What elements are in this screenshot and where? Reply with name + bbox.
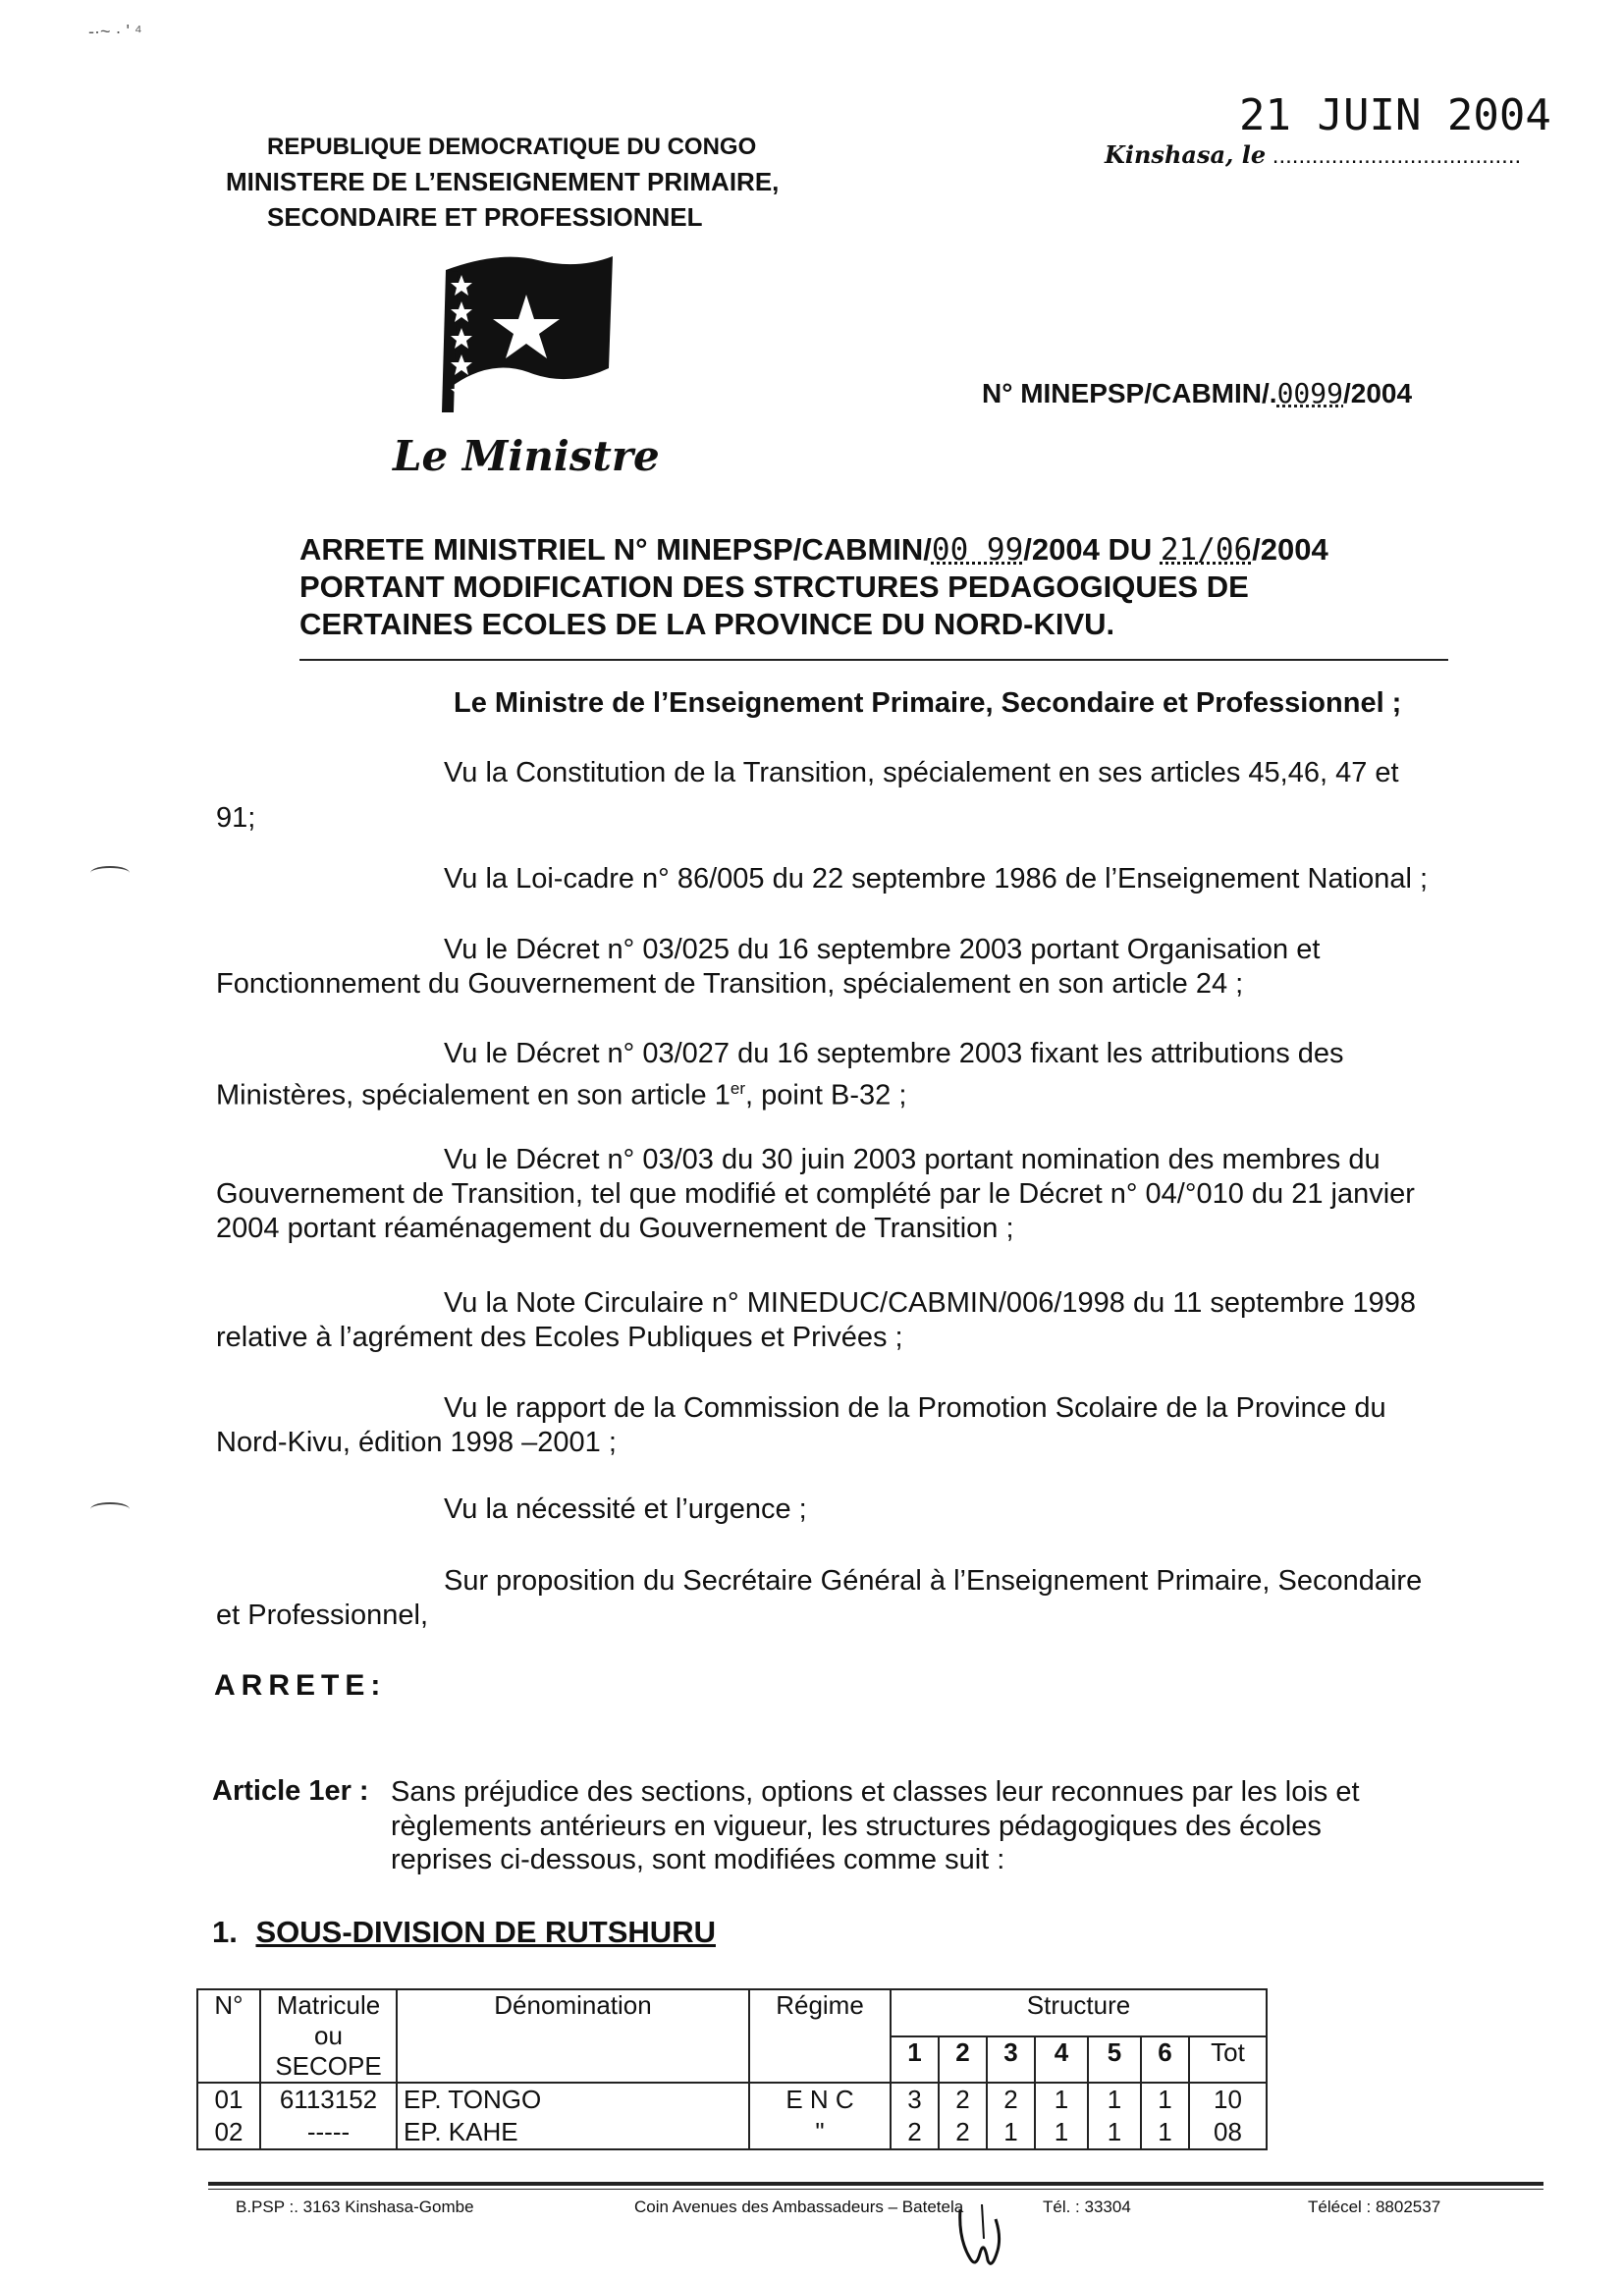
cell-s1: 2	[891, 2116, 939, 2149]
header-ministry: MINISTERE DE L’ENSEIGNEMENT PRIMAIRE,	[226, 167, 780, 196]
footer-rule-thin	[208, 2189, 1543, 2190]
col-header-s3: 3	[987, 2036, 1035, 2084]
cell-regime: E N C	[749, 2083, 891, 2116]
footer-telecel: Télécel : 8802537	[1308, 2198, 1441, 2216]
cell-s1: 3	[891, 2083, 939, 2116]
schools-table	[196, 1988, 1268, 2150]
cell-name: EP. TONGO	[397, 2083, 749, 2116]
cell-num: 01	[197, 2083, 260, 2116]
arrete-heading: ARRETE:	[214, 1669, 387, 1702]
title-handwritten-number: 00 99	[931, 532, 1024, 568]
col-header-s2: 2	[939, 2036, 987, 2084]
consideration-4-sup: er	[730, 1079, 745, 1098]
consideration-5-cont: Gouvernement de Transition, tel que modifié et complété par le Décret n° 04/°010 du 21 janvier	[216, 1178, 1415, 1210]
consideration-2: Vu la Loi-cadre n° 86/005 du 22 septembre 1986 de l’Enseignement National ;	[444, 863, 1429, 895]
title-mid: /2004 DU	[1023, 532, 1161, 567]
consideration-3-cont: Fonctionnement du Gouvernement de Transition, spécialement en son article 24 ;	[216, 968, 1244, 1000]
col-header-num: N°	[197, 1989, 260, 2083]
consideration-7-cont: Nord-Kivu, édition 1998 –2001 ;	[216, 1427, 617, 1458]
cell-matricule: -----	[260, 2116, 397, 2149]
article1-line2: règlements antérieurs en vigueur, les structures pédagogiques des écoles	[391, 1811, 1322, 1842]
consideration-4-cont	[216, 1071, 906, 1113]
date-label: Kinshasa, le	[1105, 140, 1267, 169]
minister-title: Le Ministre	[393, 432, 660, 480]
cell-s4: 1	[1035, 2083, 1088, 2116]
initials-signature	[952, 2199, 1011, 2273]
footer-tel: Tél. : 33304	[1043, 2198, 1131, 2216]
reference-prefix: N° MINEPSP/CABMIN/.	[982, 378, 1277, 408]
cell-name: EP. KAHE	[397, 2116, 749, 2149]
cell-s3: 1	[987, 2116, 1035, 2149]
header-ministry-cont: SECONDAIRE ET PROFESSIONNEL	[267, 202, 703, 232]
section-title: SOUS-DIVISION DE RUTSHURU	[255, 1915, 716, 1949]
reference-suffix: /2004	[1343, 378, 1413, 408]
article1-line3: reprises ci-dessous, sont modifiées comme suit :	[391, 1844, 1005, 1875]
col-header-s5: 5	[1088, 2036, 1141, 2084]
reference-number	[982, 377, 1412, 409]
minister-line: Le Ministre de l’Enseignement Primaire, Secondaire et Professionnel ;	[454, 687, 1402, 719]
title-divider	[299, 659, 1448, 661]
col-header-matricule	[260, 1989, 397, 2083]
reference-handwritten: 0099	[1276, 377, 1343, 409]
article1-label: Article 1er :	[212, 1775, 369, 1807]
cell-s6: 1	[1141, 2116, 1189, 2149]
consideration-7: Vu le rapport de la Commission de la Promotion Scolaire de la Province du	[444, 1392, 1386, 1424]
cell-matricule: 6113152	[260, 2083, 397, 2116]
consideration-5: Vu le Décret n° 03/03 du 30 juin 2003 portant nomination des membres du	[444, 1144, 1380, 1175]
consideration-9-cont: et Professionnel,	[216, 1600, 429, 1631]
section-heading	[212, 1915, 716, 1950]
col-header-s1: 1	[891, 2036, 939, 2084]
decree-title-line2: PORTANT MODIFICATION DES STRCTURES PEDAGOGIQUES DE	[299, 570, 1249, 604]
title-handwritten-date: 21/06	[1160, 532, 1253, 568]
col-header-structure: Structure	[891, 1989, 1267, 2036]
col-header-tot: Tot	[1189, 2036, 1267, 2084]
table-row	[197, 2116, 1267, 2149]
consideration-9: Sur proposition du Secrétaire Général à l’Enseignement Primaire, Secondaire	[444, 1565, 1423, 1597]
col-header-denomination: Dénomination	[397, 1989, 749, 2083]
flag-emblem-icon	[440, 250, 617, 417]
cell-s5: 1	[1088, 2083, 1141, 2116]
consideration-8: Vu la nécessité et l’urgence ;	[444, 1493, 807, 1525]
footer-address: Coin Avenues des Ambassadeurs – Batetela	[634, 2198, 964, 2216]
consideration-6-cont: relative à l’agrément des Ecoles Publiques et Privées ;	[216, 1322, 903, 1353]
scan-mark: -·~ · ' ⁴	[88, 22, 142, 41]
decree-title-line1	[299, 532, 1328, 568]
footer-rule	[208, 2182, 1543, 2186]
margin-mark	[90, 1502, 130, 1516]
decree-title-line3: CERTAINES ECOLES DE LA PROVINCE DU NORD-KIVU.	[299, 607, 1115, 641]
matricule-label-2: ou	[314, 2021, 343, 2050]
table-row	[197, 2083, 1267, 2116]
date-line	[1105, 140, 1521, 170]
article1-line1: Sans préjudice des sections, options et classes leur reconnues par les lois et	[391, 1776, 1360, 1808]
consideration-6: Vu la Note Circulaire n° MINEDUC/CABMIN/006/1998 du 11 septembre 1998	[444, 1287, 1417, 1319]
title-prefix: ARRETE MINISTRIEL N° MINEPSP/CABMIN/	[299, 532, 932, 567]
consideration-4-end: , point B-32 ;	[744, 1079, 907, 1112]
cell-tot: 10	[1189, 2083, 1267, 2116]
col-header-s6: 6	[1141, 2036, 1189, 2084]
date-dots: ......................................	[1272, 142, 1522, 169]
consideration-4: Vu le Décret n° 03/027 du 16 septembre 2003 fixant les attributions des	[444, 1038, 1344, 1069]
consideration-3: Vu le Décret n° 03/025 du 16 septembre 2003 portant Organisation et	[444, 934, 1321, 965]
cell-num: 02	[197, 2116, 260, 2149]
cell-s3: 2	[987, 2083, 1035, 2116]
matricule-label-1: Matricule	[276, 1990, 381, 2020]
cell-s5: 1	[1088, 2116, 1141, 2149]
cell-s2: 2	[939, 2116, 987, 2149]
section-number: 1.	[212, 1915, 238, 1949]
cell-s4: 1	[1035, 2116, 1088, 2149]
margin-mark	[90, 866, 130, 880]
matricule-label-3: SECOPE	[275, 2051, 382, 2081]
cell-regime: "	[749, 2116, 891, 2149]
consideration-4-text: Ministères, spécialement en son article 1	[216, 1079, 731, 1112]
consideration-1: Vu la Constitution de la Transition, spécialement en ses articles 45,46, 47 et	[444, 757, 1399, 788]
cell-s2: 2	[939, 2083, 987, 2116]
cell-tot: 08	[1189, 2116, 1267, 2149]
consideration-5-cont2: 2004 portant réaménagement du Gouvernement de Transition ;	[216, 1213, 1014, 1244]
header-country: REPUBLIQUE DEMOCRATIQUE DU CONGO	[267, 134, 757, 160]
cell-s6: 1	[1141, 2083, 1189, 2116]
date-stamp: 21 JUIN 2004	[1239, 90, 1551, 140]
col-header-regime: Régime	[749, 1989, 891, 2083]
title-end: /2004	[1252, 532, 1328, 567]
col-header-s4: 4	[1035, 2036, 1088, 2084]
footer-bp: B.PSP :. 3163 Kinshasa-Gombe	[236, 2198, 474, 2216]
consideration-1-cont: 91;	[216, 802, 256, 834]
